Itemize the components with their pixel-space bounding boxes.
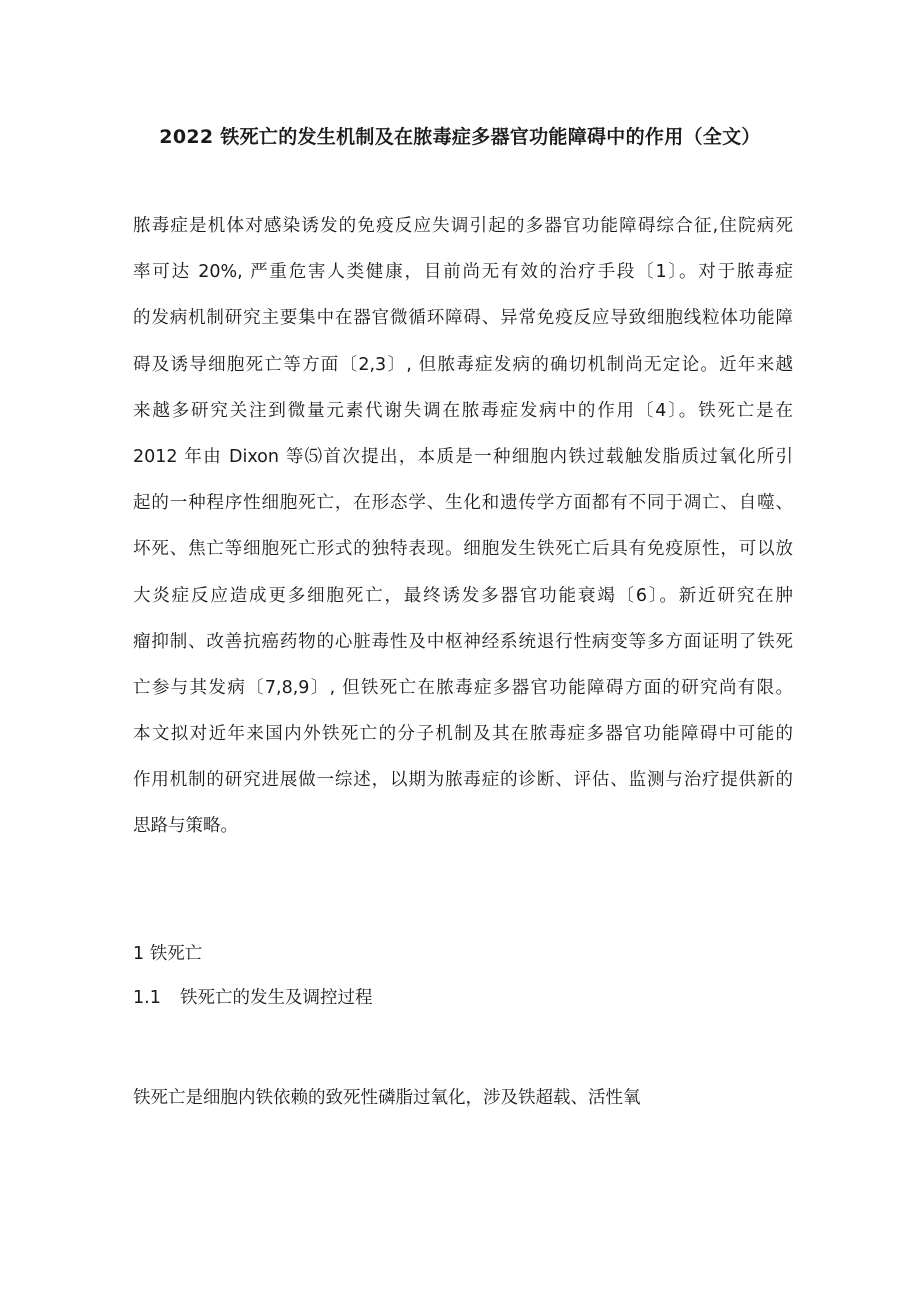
paragraph-line: 来越多研究关注到微量元素代谢失调在脓毒症发病中的作用〔4〕。铁死亡是在 (133, 400, 793, 421)
paragraph-line: 坏死、焦亡等细胞死亡形式的独特表现。细胞发生铁死亡后具有免疫原性，可以放 (133, 539, 793, 560)
paragraph-line: 大炎症反应造成更多细胞死亡，最终诱发多器官功能衰竭〔6〕。新近研究在肿 (133, 585, 793, 606)
paragraph-line: 脓毒症是机体对感染诱发的免疫反应失调引起的多器官功能障碍综合征,住院病死 (133, 216, 793, 236)
paragraph-line: 碍及诱导细胞死亡等方面〔2,3〕, 但脓毒症发病的确切机制尚无定论。近年来越 (133, 354, 793, 375)
section-number: 1.1 (133, 988, 161, 1008)
intro-paragraph (133, 203, 793, 850)
paragraph-line: 亡参与其发病〔7,8,9〕, 但铁死亡在脓毒症多器官功能障碍方面的研究尚有限。 (133, 677, 793, 698)
section-heading-1-1 (133, 984, 373, 1012)
paragraph-line: 思路与策略。 (133, 816, 238, 837)
paragraph-line: 的发病机制研究主要集中在器官微循环障碍、异常免疫反应导致细胞线粒体功能障 (133, 308, 793, 329)
paragraph-line: 2012 年由 Dixon 等⑸首次提出，本质是一种细胞内铁过载触发脂质过氧化所引 (133, 446, 793, 467)
document-title: 2022 铁死亡的发生机制及在脓毒症多器官功能障碍中的作用（全文） (159, 126, 761, 148)
paragraph-line: 起的一种程序性细胞死亡，在形态学、生化和遗传学方面都有不同于凋亡、自噬、 (133, 493, 793, 514)
paragraph-line: 瘤抑制、改善抗癌药物的心脏毒性及中枢神经系统退行性病变等多方面证明了铁死 (133, 631, 793, 652)
paragraph-line: 作用机制的研究进展做一综述，以期为脓毒症的诊断、评估、监测与治疗提供新的 (133, 770, 793, 791)
body-paragraph (133, 1075, 793, 1121)
section-title: 铁死亡的发生及调控过程 (180, 988, 373, 1008)
paragraph-line: 率可达 20%, 严重危害人类健康，目前尚无有效的治疗手段〔1〕。对于脓毒症 (133, 262, 793, 283)
paragraph-line: 本文拟对近年来国内外铁死亡的分子机制及其在脓毒症多器官功能障碍中可能的 (133, 724, 793, 745)
section-heading-1: 1 铁死亡 (133, 944, 203, 964)
paragraph-line: 铁死亡是细胞内铁依赖的致死性磷脂过氧化，涉及铁超载、活性氧 (133, 1088, 641, 1108)
